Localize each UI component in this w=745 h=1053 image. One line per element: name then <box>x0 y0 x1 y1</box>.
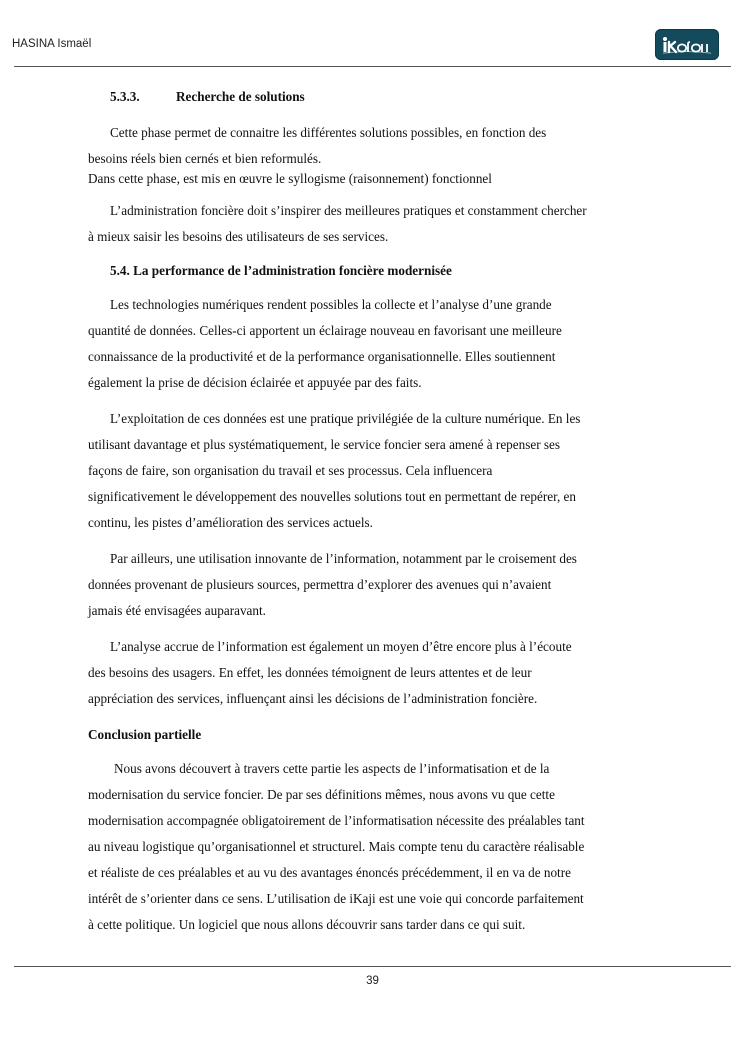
text-line: besoins réels bien cernés et bien reformulés. <box>88 151 322 166</box>
text-line: Par ailleurs, une utilisation innovante de l’information, notamment par le croisement des <box>110 551 577 566</box>
section-number: 5.3.3. <box>110 89 140 104</box>
header-divider <box>14 66 731 67</box>
text-line: Nous avons découvert à travers cette partie les aspects de l’informatisation et de la <box>114 761 550 776</box>
header-author: HASINA Ismaël <box>12 38 92 50</box>
section-heading-5-4: 5.4. La performance de l’administration foncière modernisée <box>110 263 452 278</box>
text-line: à cette politique. Un logiciel que nous allons découvrir sans tarder dans ce qui suit. <box>88 917 526 932</box>
text-line: significativement le développement des nouvelles solutions tout en permettant de repérer, en <box>88 489 576 504</box>
footer-divider <box>14 966 731 967</box>
page-number: 39 <box>366 975 379 987</box>
text-line: L’exploitation de ces données est une pratique privilégiée de la culture numérique. En les <box>110 411 581 426</box>
conclusion-heading: Conclusion partielle <box>88 727 202 742</box>
text-line: continu, les pistes d’amélioration des services actuels. <box>88 515 373 530</box>
text-line: utilisant davantage et plus systématiquement, le service foncier sera amené à repenser ses <box>88 437 561 452</box>
text-line: jamais été envisagées auparavant. <box>88 603 266 618</box>
ikaji-logo-mark <box>661 36 713 54</box>
text-line: appréciation des services, influençant ainsi les décisions de l’administration foncière. <box>88 691 538 706</box>
text-line: également la prise de décision éclairée et appuyée par des faits. <box>88 375 422 390</box>
paragraph <box>88 292 658 396</box>
text-line: au niveau logistique qu’organisationnel et structurel. Mais compte tenu du caractère réalisable <box>88 839 585 854</box>
paragraph <box>88 634 658 712</box>
text-line: intérêt de s’orienter dans ce sens. L’utilisation de iKaji est une voie qui concorde parfaitement <box>88 891 584 906</box>
text-line: Cette phase permet de connaitre les différentes solutions possibles, en fonction des <box>110 125 547 140</box>
ikaji-logo <box>655 29 719 60</box>
paragraph <box>88 546 658 624</box>
text-line: et réaliste de ces préalables et au vu des avantages énoncés précédemment, il en va de notre <box>88 865 571 880</box>
section-title: Recherche de solutions <box>176 89 305 104</box>
text-line: modernisation du service foncier. De par ses définitions mêmes, nous avons vu que cette <box>88 787 555 802</box>
text-line: données provenant de plusieurs sources, permettra d’explorer des avenues qui n’avaient <box>88 577 552 592</box>
page-content <box>88 88 658 938</box>
text-line: à mieux saisir les besoins des utilisateurs de ses services. <box>88 229 389 244</box>
section-heading-5-3-3 <box>110 88 658 106</box>
paragraph <box>88 120 658 190</box>
paragraph <box>88 198 658 250</box>
text-line: modernisation accompagnée obligatoirement de l’informatisation nécessite des préalables tant <box>88 813 585 828</box>
paragraph <box>88 756 658 938</box>
text-line: Les technologies numériques rendent possibles la collecte et l’analyse d’une grande <box>110 297 552 312</box>
text-line: des besoins des usagers. En effet, les données témoignent de leurs attentes et de leur <box>88 665 532 680</box>
text-line: L’administration foncière doit s’inspirer des meilleures pratiques et constamment chercher <box>110 203 587 218</box>
text-line: quantité de données. Celles-ci apportent un éclairage nouveau en favorisant une meilleure <box>88 323 562 338</box>
text-line: L’analyse accrue de l’information est également un moyen d’être encore plus à l’écoute <box>110 639 572 654</box>
text-line: Dans cette phase, est mis en œuvre le syllogisme (raisonnement) fonctionnel <box>88 171 492 186</box>
text-line: connaissance de la productivité et de la performance organisationnelle. Elles soutiennent <box>88 349 556 364</box>
text-line: façons de faire, son organisation du travail et ses processus. Cela influencera <box>88 463 493 478</box>
paragraph <box>88 406 658 536</box>
